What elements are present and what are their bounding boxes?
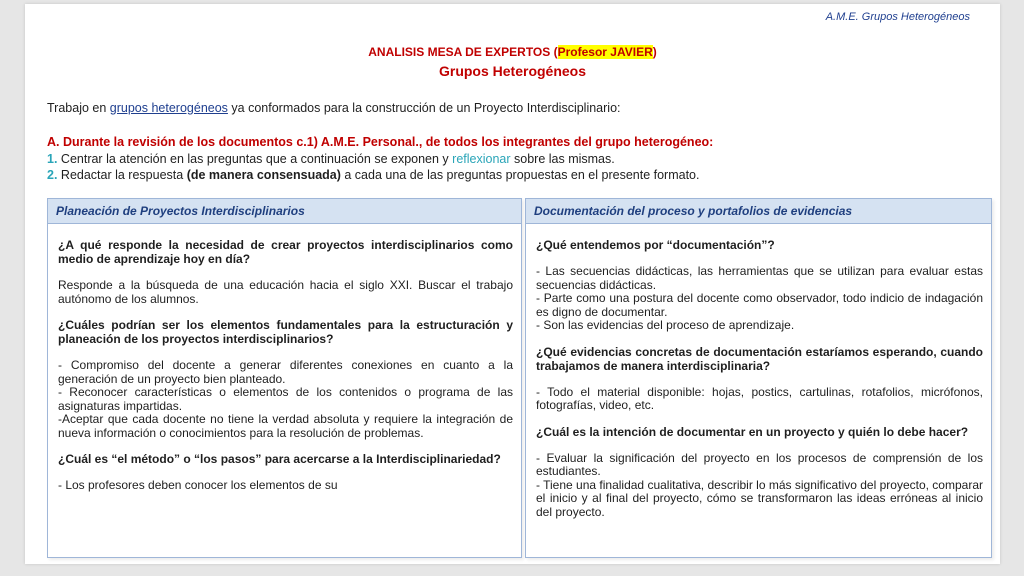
right-answer-1 xyxy=(536,265,983,333)
panel-documentacion-body xyxy=(525,224,992,558)
right-answer-3-item: - Tiene una finalidad cualitativa, describir lo más significativo del proyecto, comparar el inicio y al final del proyecto, cómo se transformaron las ideas erróneas al inicio del proyecto. xyxy=(536,477,983,519)
right-answer-3-item: - Evaluar la significación del proyecto en los procesos de comprensión de los estudiantes. xyxy=(536,450,983,478)
instruction-1-number: 1. xyxy=(47,152,58,166)
instruction-2-post: a cada una de las preguntas propuestas en el presente formato. xyxy=(340,168,700,182)
panel-documentacion xyxy=(525,198,992,558)
left-answer-2 xyxy=(58,359,513,440)
right-answer-2: - Todo el material disponible: hojas, postics, cartulinas, rotafolios, micrófonos, fotografías, video, etc. xyxy=(536,384,983,412)
right-question-3: ¿Cuál es la intención de documentar en un proyecto y quién lo debe hacer? xyxy=(536,424,969,439)
right-answer-3 xyxy=(536,452,983,520)
left-question-2: ¿Cuáles podrían ser los elementos fundamentales para la estructuración y planeación de los proyectos interdisciplinarios? xyxy=(58,318,513,346)
left-answer-2-item: -Aceptar que cada docente no tiene la verdad absoluta y requiere la integración de nueva información o conocimientos para la resolución de problemas. xyxy=(58,412,513,440)
document-subtitle: Grupos Heterogéneos xyxy=(438,63,587,79)
intro-line xyxy=(47,101,621,115)
panel-documentacion-title: Documentación del proceso y portafolios de evidencias xyxy=(525,198,992,224)
left-answer-2-item: - Compromiso del docente a generar diferentes conexiones en cuanto a la generación de un proyecto bien planteado. xyxy=(58,358,513,386)
panel-planeacion xyxy=(47,198,522,558)
document-page xyxy=(25,4,1000,564)
right-question-2: ¿Qué evidencias concretas de documentación estaríamos esperando, cuando trabajamos de manera interdisciplinaria? xyxy=(536,344,983,373)
header-right-label: A.M.E. Grupos Heterogéneos xyxy=(825,11,970,23)
right-question-1: ¿Qué entendemos por “documentación”? xyxy=(536,238,775,252)
left-answer-2-item: - Reconocer características o elementos de los contenidos o programa de las asignaturas impartidas. xyxy=(58,385,513,413)
right-answer-1-item: - Parte como una postura del docente como observador, todo indicio de indagación es digno de documentar. xyxy=(536,291,983,319)
left-answer-3: - Los profesores deben conocer los elementos de su xyxy=(58,478,338,492)
intro-underlined: grupos heterogéneos xyxy=(109,101,228,115)
panel-planeacion-body xyxy=(47,224,522,558)
intro-prefix: Trabajo en xyxy=(47,101,110,115)
right-answer-1-item: - Son las evidencias del proceso de aprendizaje. xyxy=(536,318,795,332)
instruction-1-post: sobre las mismas. xyxy=(510,152,615,166)
instruction-2-number: 2. xyxy=(47,168,58,182)
title-suffix: ) xyxy=(652,45,657,59)
left-question-1: ¿A qué responde la necesidad de crear proyectos interdisciplinarios como medio de aprendizaje hoy en día? xyxy=(58,238,513,266)
instruction-2 xyxy=(47,168,699,182)
document-title xyxy=(25,45,1000,59)
right-answer-1-item: - Las secuencias didácticas, las herramientas que se utilizan para evaluar estas secuencias didácticas. xyxy=(536,264,983,292)
instruction-2-bold: (de manera consensuada) xyxy=(186,168,341,182)
panel-planeacion-title: Planeación de Proyectos Interdisciplinarios xyxy=(47,198,522,224)
instruction-a: A. Durante la revisión de los documentos c.1) A.M.E. Personal., de todos los integrantes del grupo heterogéneo: xyxy=(47,135,714,149)
left-answer-1: Responde a la búsqueda de una educación hacia el siglo XXI. Buscar el trabajo autónomo de los alumnos. xyxy=(58,278,513,306)
intro-suffix: ya conformados para la construcción de un Proyecto Interdisciplinario: xyxy=(227,101,621,115)
instruction-2-pre: Redactar la respuesta xyxy=(57,168,187,182)
instruction-1-highlight: reflexionar xyxy=(452,152,511,166)
left-question-3: ¿Cuál es “el método” o “los pasos” para acercarse a la Interdisciplinariedad? xyxy=(58,452,501,466)
title-highlight: Profesor JAVIER xyxy=(557,45,653,59)
instruction-1-pre: Centrar la atención en las preguntas que a continuación se exponen y xyxy=(57,152,453,166)
instruction-1 xyxy=(47,152,615,166)
title-prefix: ANALISIS MESA DE EXPERTOS ( xyxy=(368,45,558,59)
